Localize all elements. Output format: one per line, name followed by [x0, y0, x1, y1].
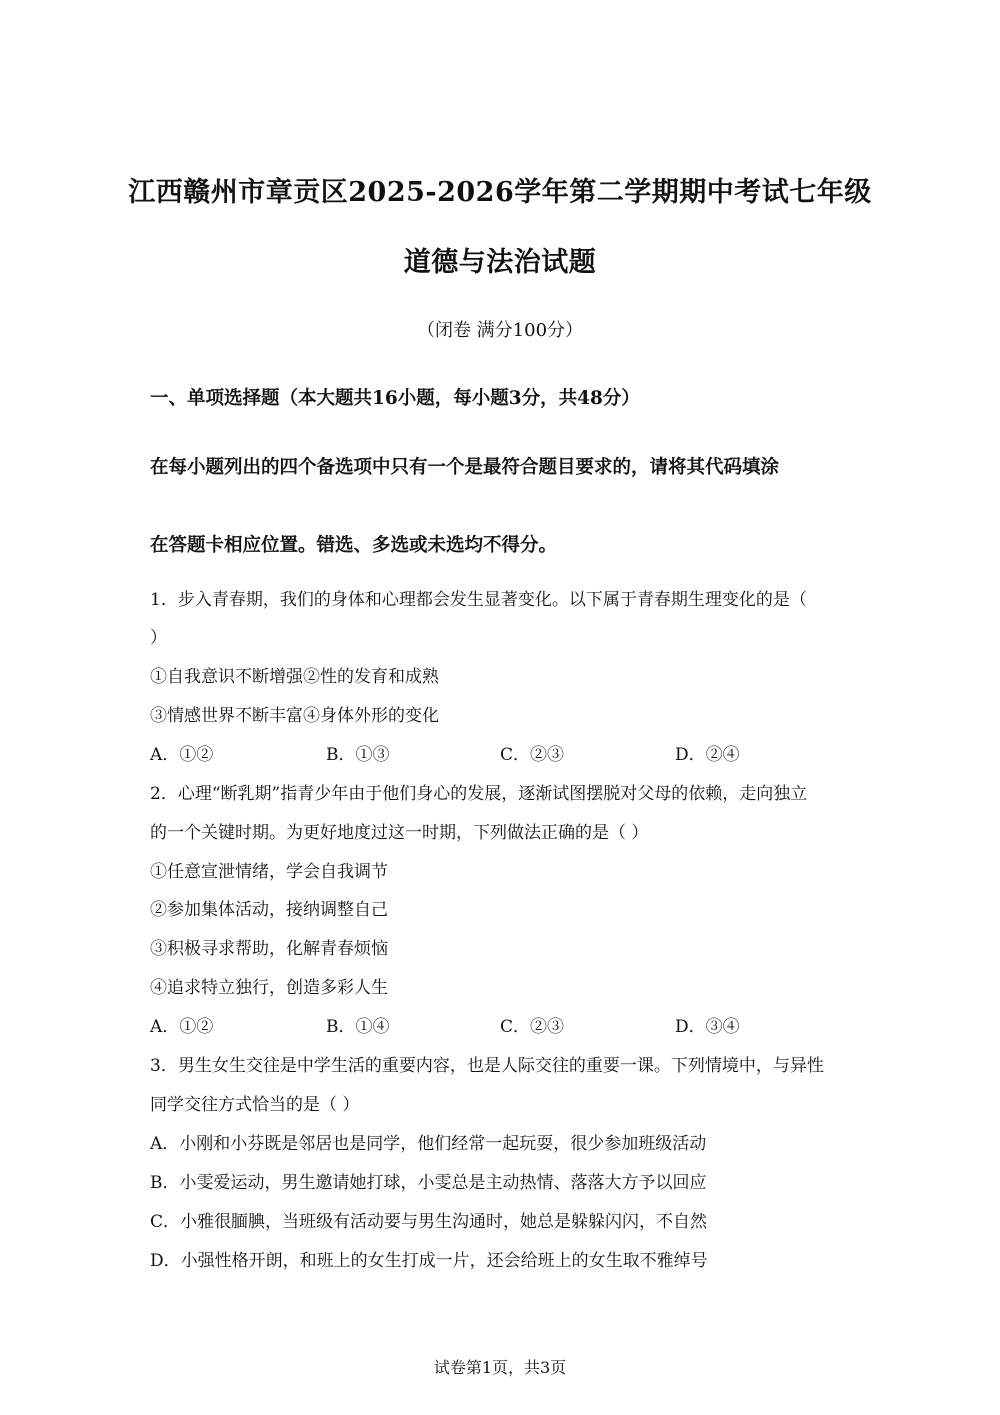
question-3-stem-line2: 同学交往方式恰当的是（ ）	[150, 1095, 360, 1115]
question-2-item: ④追求特立独行，创造多彩人生	[150, 978, 388, 998]
question-2-stem-line1: 2．心理“断乳期”指青少年由于他们身心的发展，逐渐试图摆脱对父母的依赖，走向独立	[150, 784, 808, 804]
question-1-stem-line1: 1．步入青春期，我们的身体和心理都会发生显著变化。以下属于青春期生理变化的是（	[150, 590, 807, 610]
option-d[interactable]: D．②④	[675, 745, 740, 765]
option-b[interactable]: B．①③	[326, 745, 390, 765]
question-3-stem-line1: 3．男生女生交往是中学生活的重要内容，也是人际交往的重要一课。下列情境中，与异性	[150, 1056, 824, 1076]
exam-title-line1: 江西赣州市章贡区2025-2026学年第二学期期中考试七年级	[128, 177, 872, 208]
section-instruction-line2: 在答题卡相应位置。错选、多选或未选均不得分。	[150, 535, 558, 556]
question-2-item: ③积极寻求帮助，化解青春烦恼	[150, 939, 388, 959]
option-d[interactable]: D．③④	[675, 1017, 740, 1037]
option-c[interactable]: C．②③	[500, 1017, 565, 1037]
option-b[interactable]: B．小雯爱运动，男生邀请她打球，小雯总是主动热情、落落大方予以回应	[150, 1173, 707, 1193]
option-b[interactable]: B．①④	[326, 1017, 390, 1037]
exam-title-line2: 道德与法治试题	[403, 247, 597, 278]
option-c[interactable]: C．②③	[500, 745, 565, 765]
question-2-item: ①任意宣泄情绪，学会自我调节	[150, 862, 388, 882]
exam-subtitle: （闭卷 满分100分）	[416, 320, 584, 341]
option-a[interactable]: A．小刚和小芬既是邻居也是同学，他们经常一起玩耍，很少参加班级活动	[150, 1134, 707, 1154]
option-a[interactable]: A．①②	[150, 745, 214, 765]
question-2-item: ②参加集体活动，接纳调整自己	[150, 900, 388, 920]
question-1-item: ③情感世界不断丰富④身体外形的变化	[150, 706, 439, 726]
option-d[interactable]: D．小强性格开朗，和班上的女生打成一片，还会给班上的女生取不雅绰号	[150, 1251, 708, 1271]
option-c[interactable]: C．小雅很腼腆，当班级有活动要与男生沟通时，她总是躲躲闪闪，不自然	[150, 1212, 708, 1232]
page-footer: 试卷第1页，共3页	[433, 1358, 567, 1377]
section-instruction-line1: 在每小题列出的四个备选项中只有一个是最符合题目要求的，请将其代码填涂	[150, 457, 780, 478]
section-heading: 一、单项选择题（本大题共16小题，每小题3分，共48分）	[150, 388, 640, 409]
option-a[interactable]: A．①②	[150, 1017, 214, 1037]
question-1-stem-line2: ）	[150, 628, 167, 648]
question-2-stem-line2: 的一个关键时期。为更好地度过这一时期，下列做法正确的是（ ）	[150, 823, 649, 843]
question-1-item: ①自我意识不断增强②性的发育和成熟	[150, 667, 439, 687]
